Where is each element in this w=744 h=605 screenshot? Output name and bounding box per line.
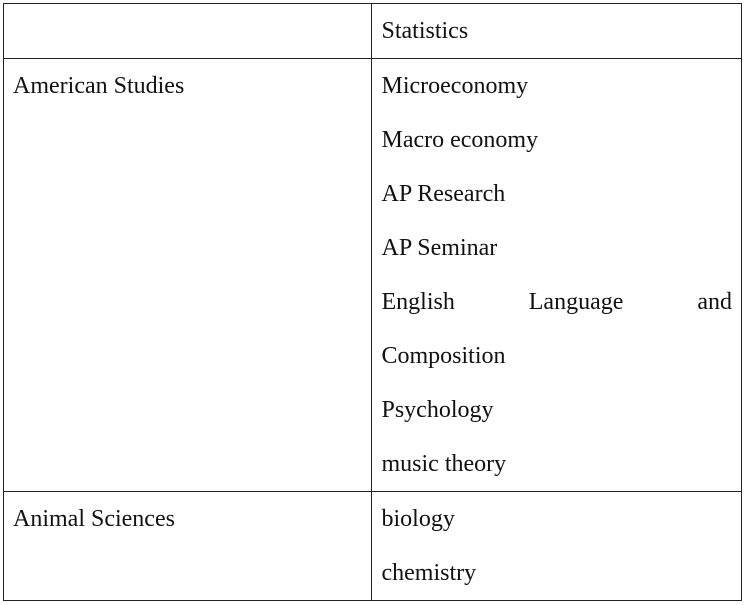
course-table — [3, 3, 742, 601]
course-item: Composition — [381, 343, 506, 369]
header-cell-left — [4, 4, 372, 59]
course-item: Microeconomy — [381, 73, 529, 99]
table-row — [4, 59, 742, 492]
table-row — [4, 4, 742, 59]
program-name: Animal Sciences — [13, 506, 175, 532]
courses-cell — [372, 59, 742, 492]
course-item: music theory — [381, 451, 507, 477]
header-cell-right — [372, 4, 742, 59]
course-item: AP Research — [381, 181, 506, 207]
header-right-text: Statistics — [381, 18, 469, 44]
table-row — [4, 492, 742, 601]
program-cell — [4, 492, 372, 601]
course-item: biology — [381, 506, 455, 532]
course-item: English Language and — [381, 289, 732, 315]
course-item: chemistry — [381, 560, 477, 586]
course-item: AP Seminar — [381, 235, 498, 261]
courses-cell — [372, 492, 742, 601]
program-name: American Studies — [13, 73, 185, 99]
course-item: Macro economy — [381, 127, 539, 153]
program-cell — [4, 59, 372, 492]
course-item: Psychology — [381, 397, 494, 423]
